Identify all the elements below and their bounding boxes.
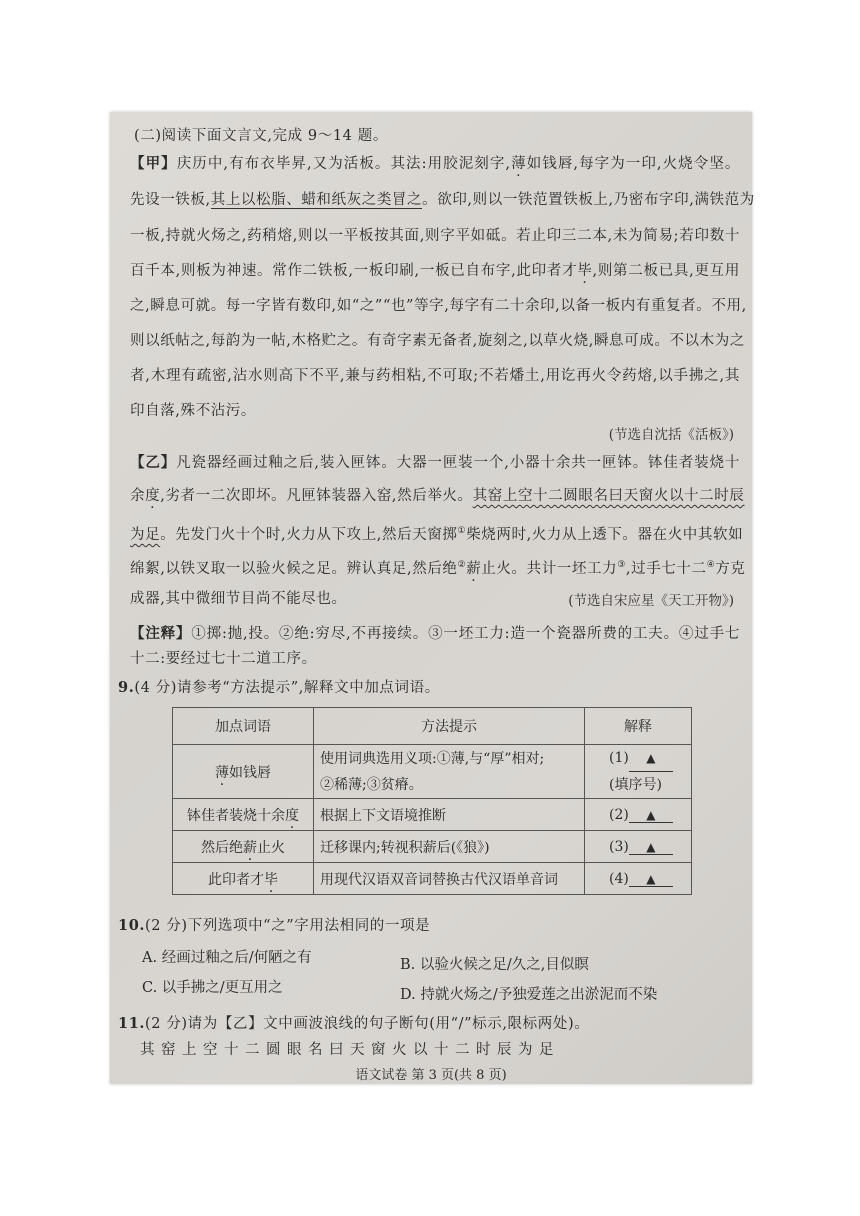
jia-line-3: 一板,持就火炀之,药稍熔,则以一平板按其面,则字平如砥。若止印三二本,未为简易;若印数十 bbox=[130, 228, 740, 244]
jia-line-4: 百千本,则板为神速。常作二铁板,一板印刷,一板已自布字,此印者才毕,则第二板已具,更互用 bbox=[130, 263, 740, 279]
jia-line-2: 先设一铁板,其上以松脂、蜡和纸灰之类冒之。欲印,则以一铁范置铁板上,乃密布字印,满铁范为 bbox=[130, 192, 755, 208]
yi-line-3: 为足。先发门火十个时,火力从下攻上,然后天窗掷①柴烧两时,火力从上透下。器在火中其软如 bbox=[130, 526, 744, 543]
option-b[interactable]: B. 以验火候之足/久之,目似瞑 bbox=[400, 957, 589, 973]
dotted-word: 毕 bbox=[577, 263, 593, 279]
jia-line-5: 之,瞬息可就。每一字皆有数印,如“之”“也”等字,每字有二十余印,以备一板内有重复者。不用, bbox=[130, 298, 747, 314]
answer-blank[interactable]: ▲ bbox=[629, 840, 673, 855]
underlined-sentence: 其上以松脂、蜡和纸灰之类冒之 bbox=[210, 192, 423, 208]
yi-source: (节选自宋应星《天工开物》) bbox=[568, 593, 734, 609]
jia-line-7: 者,木理有疏密,沾水则高下不平,兼与药相粘,不可取;不若燔土,用讫再火令药熔,以手拂之,其 bbox=[130, 368, 740, 384]
wavy-sentence: 其窑上空十二圆眼名曰天窗火以十二时辰 bbox=[472, 488, 745, 504]
yi-line-4: 绵絮,以铁叉取一以验火候之足。辨认真足,然后绝②薪止火。共计一坯工力③,过手七十二④方克 bbox=[130, 560, 746, 577]
table-row: 薄如钱唇 使用词典选用义项:①薄,与“厚”相对; ②稀薄;③贫瘠。 (1) ▲ (填序号) bbox=[173, 745, 692, 799]
wavy-sentence: 为足 bbox=[130, 527, 161, 543]
yi-line-1: 【乙】凡瓷器经画过釉之后,装入匣钵。大器一匣装一个,小器十余共一匣钵。钵佳者装烧十 bbox=[130, 454, 740, 471]
option-c[interactable]: C. 以手拂之/更互用之 bbox=[142, 980, 283, 996]
jia-line-8: 印自落,殊不沾污。 bbox=[130, 403, 257, 419]
yi-line-2: 余度,劣者一二次即坏。凡匣钵装器入窑,然后举火。其窑上空十二圆眼名曰天窗火以十二时辰 bbox=[130, 488, 745, 504]
exam-page bbox=[110, 112, 755, 1084]
table-row: 此印者才毕 用现代汉语双音词替换古代汉语单音词 (4) ▲ bbox=[173, 863, 692, 895]
notes-line-2: 十二:要经过七十二道工序。 bbox=[130, 651, 317, 667]
question-9: 9.(4 分)请参考“方法提示”,解释文中加点词语。 bbox=[118, 679, 440, 696]
section-intro: (二)阅读下面文言文,完成 9～14 题。 bbox=[134, 128, 388, 144]
answer-blank[interactable]: ▲ bbox=[629, 745, 673, 772]
notes-line-1: 【注释】①掷:抛,投。②绝:穷尽,不再接续。③一坯工力:造一个瓷器所费的工夫。④过手七 bbox=[130, 625, 740, 642]
jia-source: (节选自沈括《活板》) bbox=[608, 427, 734, 443]
option-a[interactable]: A. 经画过釉之后/何陋之有 bbox=[142, 950, 312, 966]
question-9-table bbox=[172, 707, 692, 895]
answer-blank[interactable]: ▲ bbox=[629, 808, 673, 823]
table-row: 钵佳者装烧十余度 根据上下文语境推断 (2) ▲ bbox=[173, 799, 692, 831]
dotted-word: 薪 bbox=[466, 561, 482, 577]
question-10: 10.(2 分)下列选项中“之”字用法相同的一项是 bbox=[118, 917, 431, 934]
dotted-word: 度 bbox=[145, 488, 161, 504]
breakable-sentence[interactable]: 其窑上空十二圆眼名曰天窗火以十二时辰为足 bbox=[140, 1042, 560, 1058]
yi-line-5: 成器,其中微细节目尚不能尽也。 bbox=[130, 591, 347, 607]
answer-blank[interactable]: ▲ bbox=[629, 872, 673, 887]
table-header-row: 加点词语 方法提示 解释 bbox=[173, 708, 692, 745]
question-11: 11.(2 分)请为【乙】文中画波浪线的句子断句(用“/”标示,限标两处)。 bbox=[118, 1015, 590, 1032]
table-row: 然后绝薪止火 迁移课内;转视积薪后(《狼》) (3) ▲ bbox=[173, 831, 692, 863]
jia-line-6: 则以纸帖之,每韵为一帖,木格贮之。有奇字素无备者,旋刻之,以草火烧,瞬息可成。不以木为之 bbox=[130, 333, 745, 349]
dotted-word: 薄 bbox=[510, 156, 527, 172]
page-footer: 语文试卷 第 3 页(共 8 页) bbox=[355, 1068, 507, 1083]
option-d[interactable]: D. 持就火炀之/予独爱莲之出淤泥而不染 bbox=[400, 987, 658, 1003]
jia-line-1: 【甲】庆历中,有布衣毕昇,又为活板。其法:用胶泥刻字,薄如钱唇,每字为一印,火烧令坚。 bbox=[130, 155, 740, 172]
